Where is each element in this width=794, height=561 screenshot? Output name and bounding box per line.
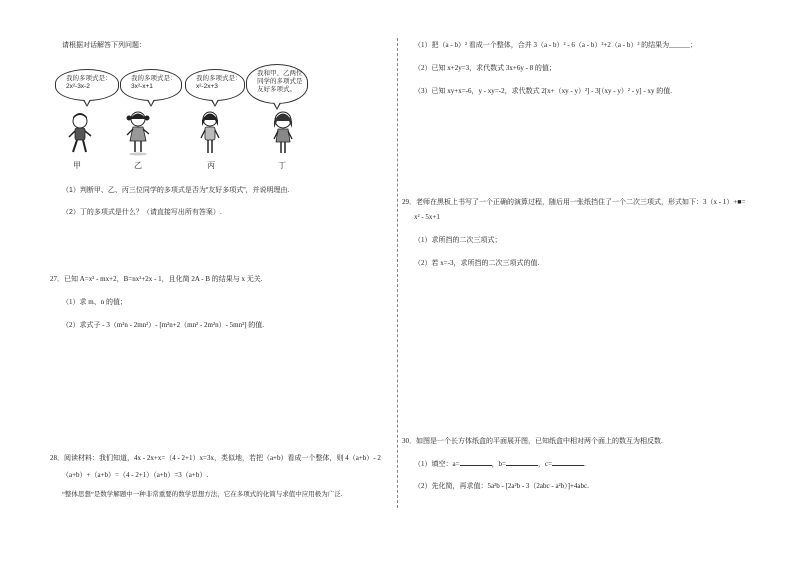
bubble-tail xyxy=(83,100,91,107)
bubble-text: 我的多项式是： xyxy=(131,75,177,82)
fill-label-a: （1）填空：a= xyxy=(414,460,460,468)
bubble-text: 友好多项式。 xyxy=(257,86,296,93)
bubble-yi xyxy=(120,69,182,101)
bubble-text: 我的多项式是： xyxy=(66,75,112,82)
q28-part2: （2）已知 x+2y=3，求代数式 3x+6y - 8 的值； xyxy=(414,64,556,72)
column-divider xyxy=(397,38,398,508)
name-jia: 甲 xyxy=(73,161,81,170)
q27-part2: （2）求式子 - 3（m²n - 2mn²）- [m²n+2（mn² - 2m²n）- 5mn²] 的值. xyxy=(62,321,265,329)
q28-part3: （3）已知 xy+x=-6，y - xy=-2，求代数式 2[x+（xy - y）²] - 3[（xy - y）² - y] - xy 的值. xyxy=(414,87,672,95)
girl-bing-figure xyxy=(198,110,222,156)
q28-part1: （1）把（a - b）² 看成一个整体，合并 3（a - b）² - 6（a - b）²+2（a - b）² 的结果为______； xyxy=(414,41,698,49)
q28-line1: 28．阅读材料：我们知道，4x - 2x+x=（4 - 2+1）x=3x，类似地，若把（a+b）看成一个整体，则 4（a+b）- 2 xyxy=(50,454,381,462)
bubble-tail xyxy=(211,100,219,107)
q30-stem: 30．如图是一个长方体纸盒的平面展开图，已知纸盒中相对两个面上的数互为相反数. xyxy=(402,437,663,445)
q27-stem: 27．已知 A=x² - mx+2，B=nx²+2x - 1，且化简 2A - B 的结果与 x 无关. xyxy=(50,275,263,283)
boy-jia-figure xyxy=(66,112,94,156)
girl-yi-figure xyxy=(125,110,151,156)
girl-ding-figure xyxy=(270,110,296,156)
q26-part1: （1）判断甲、乙、丙三位同学的多项式是否为“友好多项式”，并说明理由. xyxy=(62,187,290,194)
q30-part1 xyxy=(414,459,586,469)
bubble-jia xyxy=(55,69,119,101)
bubble-bing xyxy=(185,69,245,101)
bubble-text: x²-2x+3 xyxy=(196,83,218,90)
q28-line2: （a+b）+（a+b）=（4 - 2+1）（a+b）=3（a+b）. xyxy=(62,471,209,479)
q29-part2: （2）若 x=-3，求所挡的二次三项式的值. xyxy=(414,259,540,267)
q27-part1: （1）求 m、n 的值； xyxy=(62,298,127,306)
q28-line3: “整体思想”是数学解题中一种非常重要的数学思想方法，它在多项式的化简与求值中应用极为广泛. xyxy=(62,491,343,498)
bubble-text: 同学的多项式是 xyxy=(257,78,303,85)
bubble-text: 我的多项式是： xyxy=(196,75,242,82)
bubble-text: 2x²-3x-2 xyxy=(66,83,90,90)
blank-c[interactable] xyxy=(552,459,584,466)
q29-line1: 29．老师在黑板上书写了一个正确的演算过程，随后用一张纸挡住了一个二次三项式，形式如下：3（x - 1）+■= xyxy=(402,198,746,206)
intro-text: 请根据对话解答下列问题： xyxy=(62,42,146,49)
name-bing: 丙 xyxy=(207,161,215,170)
name-yi: 乙 xyxy=(134,161,142,170)
bubble-ding xyxy=(246,64,308,104)
name-ding: 丁 xyxy=(278,161,286,170)
fill-label-c: ，c= xyxy=(538,460,553,468)
bubble-text: 3x²-x+1 xyxy=(131,83,153,90)
bubble-tail xyxy=(147,100,155,107)
period: . xyxy=(584,460,586,468)
q30-part2: （2）先化简，再求值：5a²b - [2a²b - 3（2abc - a²b）]+4abc. xyxy=(414,482,589,490)
q29-part1: （1）求所挡的二次三项式； xyxy=(414,236,502,244)
bubble-text: 我和甲、乙两位 xyxy=(257,70,303,77)
q29-line2: x² - 5x+1 xyxy=(414,213,440,221)
blank-b[interactable] xyxy=(506,459,538,466)
bubble-tail xyxy=(273,103,281,110)
blank-a[interactable] xyxy=(460,459,492,466)
q26-part2: （2）丁的多项式是什么？（请直接写出所有答案）. xyxy=(62,209,222,216)
fill-label-b: ，b= xyxy=(491,460,507,468)
